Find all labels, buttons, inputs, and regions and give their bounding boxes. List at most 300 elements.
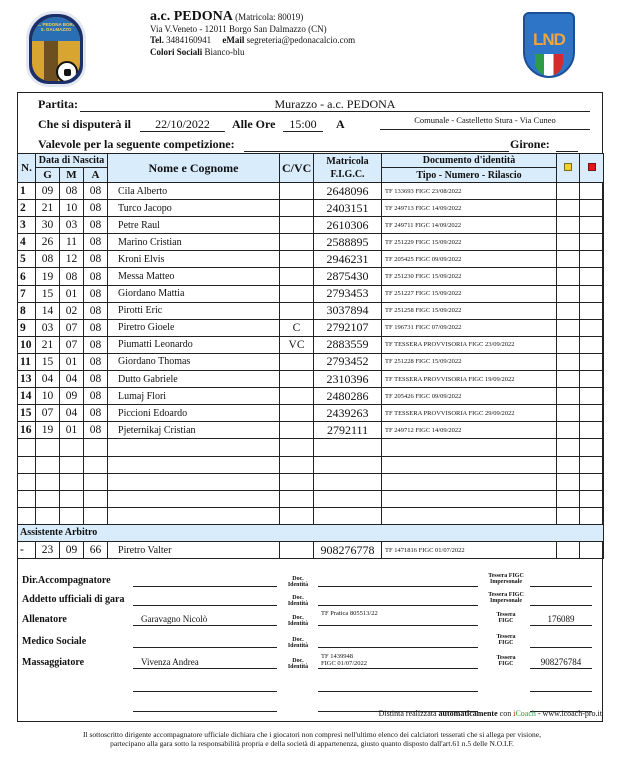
venue-field[interactable]: Comunale - Castelletto Stura - Via Cuneo bbox=[380, 115, 590, 130]
red-card-cell[interactable] bbox=[580, 183, 604, 200]
yellow-card-cell[interactable] bbox=[557, 405, 580, 422]
player-row bbox=[18, 234, 604, 251]
red-card-cell[interactable] bbox=[580, 285, 604, 302]
player-matricola bbox=[314, 473, 382, 490]
player-number bbox=[18, 490, 36, 507]
birth-day bbox=[36, 456, 60, 473]
yellow-card-cell[interactable] bbox=[557, 217, 580, 234]
birth-day: 19 bbox=[36, 268, 60, 285]
yellow-card-cell[interactable] bbox=[557, 456, 580, 473]
player-row bbox=[18, 405, 604, 422]
player-name: Cila Alberto bbox=[108, 183, 280, 200]
player-matricola: 2792107 bbox=[314, 319, 382, 336]
player-row bbox=[18, 183, 604, 200]
player-name: Piumatti Leonardo bbox=[108, 336, 280, 353]
birth-month: 08 bbox=[60, 268, 84, 285]
extra-tessera-field[interactable] bbox=[530, 680, 592, 692]
col-red-card bbox=[580, 154, 604, 183]
extra-doc-field[interactable] bbox=[318, 680, 478, 692]
player-matricola: 2610306 bbox=[314, 217, 382, 234]
captain-flag bbox=[280, 268, 314, 285]
competition-field[interactable] bbox=[244, 137, 509, 152]
player-name: Messa Matteo bbox=[108, 268, 280, 285]
venue-label: A bbox=[336, 117, 345, 131]
birth-day: 26 bbox=[36, 234, 60, 251]
yellow-card-cell[interactable] bbox=[557, 183, 580, 200]
birth-year: 08 bbox=[84, 336, 108, 353]
col-doc-sub: Tipo - Numero - Rilascio bbox=[382, 168, 557, 183]
player-number: 3 bbox=[18, 217, 36, 234]
partita-field[interactable]: Murazzo - a.c. PEDONA bbox=[80, 97, 590, 112]
yellow-card-cell[interactable] bbox=[557, 251, 580, 268]
yellow-card-cell[interactable] bbox=[557, 319, 580, 336]
staff-role: Medico Sociale bbox=[22, 636, 87, 647]
email-label: eMail bbox=[222, 35, 245, 46]
player-matricola: 2403151 bbox=[314, 200, 382, 217]
player-matricola: 2793453 bbox=[314, 285, 382, 302]
red-card-cell[interactable] bbox=[580, 473, 604, 490]
player-name bbox=[108, 490, 280, 507]
partita-label: Partita: bbox=[38, 97, 78, 111]
assistant-section-header: Assistente Arbitro bbox=[18, 524, 604, 541]
player-document: TF 251258 FIGC 15/09/2022 bbox=[382, 302, 557, 319]
player-row bbox=[18, 507, 604, 524]
birth-day: 08 bbox=[36, 251, 60, 268]
player-matricola: 2792111 bbox=[314, 422, 382, 439]
player-row bbox=[18, 490, 604, 507]
doc-identita-label: Doc. Identità bbox=[287, 576, 309, 588]
player-matricola: 3037894 bbox=[314, 302, 382, 319]
captain-flag bbox=[280, 388, 314, 405]
staff-name-field[interactable]: Vivenza Andrea bbox=[133, 657, 277, 669]
birth-year: 08 bbox=[84, 285, 108, 302]
player-name: Giordano Thomas bbox=[108, 353, 280, 370]
player-name: Pjeternikaj Cristian bbox=[108, 422, 280, 439]
birth-month: 04 bbox=[60, 405, 84, 422]
player-matricola bbox=[314, 490, 382, 507]
player-number bbox=[18, 439, 36, 456]
football-icon bbox=[56, 61, 78, 81]
player-name bbox=[108, 439, 280, 456]
player-number: 11 bbox=[18, 353, 36, 370]
birth-month bbox=[60, 490, 84, 507]
player-row bbox=[18, 473, 604, 490]
club-info bbox=[150, 11, 355, 58]
player-number: 8 bbox=[18, 302, 36, 319]
birth-day: 03 bbox=[36, 319, 60, 336]
player-name: Kroni Elvis bbox=[108, 251, 280, 268]
footer-declaration: Il sottoscritto dirigente accompagnatore ufficiale dichiara che i giocatori non compresi nell'ultimo elenco dei calciatori tesserati che si allega per visione, partecipano alla gara sotto la responsabilità propria e della società di appartenenza, giusto quanto disposto dall'art.61 n.5 delle N.O.I.F. bbox=[83, 730, 541, 748]
captain-flag bbox=[280, 183, 314, 200]
col-g: G bbox=[36, 168, 60, 183]
player-row bbox=[18, 371, 604, 388]
assistant-row: - 23 09 66 Piretro Valter 908276778 TF 1471816 FIGC 01/07/2022 bbox=[18, 541, 604, 558]
red-card-cell[interactable] bbox=[580, 234, 604, 251]
yellow-card-cell[interactable] bbox=[557, 388, 580, 405]
credit-line: Distinta realizzata automaticamente con iCoach - www.icoach-pro.it bbox=[378, 709, 602, 718]
time-label: Alle Ore bbox=[232, 117, 276, 131]
player-document: TF 249711 FIGC 14/09/2022 bbox=[382, 217, 557, 234]
tel-label: Tel. bbox=[150, 35, 164, 46]
red-card-cell[interactable] bbox=[580, 302, 604, 319]
col-n: N. bbox=[18, 154, 36, 183]
birth-year bbox=[84, 507, 108, 524]
captain-flag bbox=[280, 285, 314, 302]
col-cvc: C/VC bbox=[280, 154, 314, 183]
player-row bbox=[18, 200, 604, 217]
tessera-label: Tessera FIGC Impersonale bbox=[488, 592, 524, 604]
player-row bbox=[18, 439, 604, 456]
red-card-icon bbox=[588, 163, 596, 171]
birth-month: 04 bbox=[60, 371, 84, 388]
player-document: TF TESSERA PROVVISORIA FIGC 23/09/2022 bbox=[382, 336, 557, 353]
doc-identita-label: Doc. Identità bbox=[287, 595, 309, 607]
assistant-doc: TF 1471816 FIGC 01/07/2022 bbox=[382, 541, 557, 558]
staff-role: Allenatore bbox=[22, 614, 67, 625]
player-number bbox=[18, 473, 36, 490]
girone-label: Girone: bbox=[510, 137, 550, 151]
birth-year bbox=[84, 473, 108, 490]
col-a: A bbox=[84, 168, 108, 183]
birth-day: 15 bbox=[36, 353, 60, 370]
player-name: Turco Jacopo bbox=[108, 200, 280, 217]
yellow-card-cell[interactable] bbox=[557, 302, 580, 319]
club-matricola: (Matricola: 80019) bbox=[235, 12, 304, 22]
yellow-card-cell[interactable] bbox=[557, 507, 580, 524]
staff-role: Addetto ufficiali di gara bbox=[22, 594, 125, 605]
player-number: 6 bbox=[18, 268, 36, 285]
player-document: TF TESSERA PROVVISORIA FIGC 19/09/2022 bbox=[382, 371, 557, 388]
red-card-cell[interactable] bbox=[580, 490, 604, 507]
yellow-card-cell[interactable] bbox=[557, 353, 580, 370]
staff-name-field[interactable] bbox=[133, 594, 277, 606]
birth-day: 07 bbox=[36, 405, 60, 422]
extra-name-field[interactable] bbox=[133, 700, 277, 712]
yellow-card-cell[interactable] bbox=[557, 234, 580, 251]
birth-year: 08 bbox=[84, 353, 108, 370]
player-document bbox=[382, 507, 557, 524]
player-number: 15 bbox=[18, 405, 36, 422]
birth-day: 14 bbox=[36, 302, 60, 319]
birth-day: 15 bbox=[36, 285, 60, 302]
birth-year: 08 bbox=[84, 388, 108, 405]
player-matricola: 2588895 bbox=[314, 234, 382, 251]
col-doc: Documento d'identità bbox=[382, 154, 557, 168]
player-row bbox=[18, 353, 604, 370]
captain-flag bbox=[280, 405, 314, 422]
player-matricola bbox=[314, 456, 382, 473]
yellow-card-cell[interactable] bbox=[557, 439, 580, 456]
doc-identita-label: Doc. Identità bbox=[287, 615, 309, 627]
player-number: 16 bbox=[18, 422, 36, 439]
player-number: 2 bbox=[18, 200, 36, 217]
birth-year: 08 bbox=[84, 422, 108, 439]
yellow-card-cell[interactable] bbox=[557, 473, 580, 490]
birth-day: 10 bbox=[36, 388, 60, 405]
player-row bbox=[18, 285, 604, 302]
player-row bbox=[18, 268, 604, 285]
captain-flag bbox=[280, 456, 314, 473]
birth-month: 07 bbox=[60, 336, 84, 353]
staff-name-field[interactable]: Garavagno Nicolò bbox=[133, 614, 277, 626]
yellow-card-cell[interactable] bbox=[557, 285, 580, 302]
player-name bbox=[108, 507, 280, 524]
birth-month: 01 bbox=[60, 422, 84, 439]
player-matricola: 2439263 bbox=[314, 405, 382, 422]
club-logo-text: A.C. PEDONA BORGO S. DALMAZZO bbox=[32, 22, 80, 32]
birth-day: 30 bbox=[36, 217, 60, 234]
tessera-label: Tessera FIGC Impersonale bbox=[488, 573, 524, 585]
col-matricola: Matricola F.I.G.C. bbox=[314, 154, 382, 183]
player-name: Dutto Gabriele bbox=[108, 371, 280, 388]
player-row bbox=[18, 251, 604, 268]
birth-day: 04 bbox=[36, 371, 60, 388]
birth-day bbox=[36, 490, 60, 507]
birth-year: 08 bbox=[84, 371, 108, 388]
col-name: Nome e Cognome bbox=[108, 154, 280, 183]
captain-flag bbox=[280, 507, 314, 524]
yellow-card-icon bbox=[564, 163, 572, 171]
staff-tessera-field[interactable] bbox=[530, 594, 592, 606]
club-logo bbox=[26, 11, 86, 87]
player-name: Marino Cristian bbox=[108, 234, 280, 251]
player-name: Pirotti Eric bbox=[108, 302, 280, 319]
time-field[interactable]: 15:00 bbox=[283, 117, 323, 132]
player-matricola: 2480286 bbox=[314, 388, 382, 405]
red-card-cell[interactable] bbox=[580, 319, 604, 336]
col-yellow-card bbox=[557, 154, 580, 183]
birth-month bbox=[60, 507, 84, 524]
birth-year: 08 bbox=[84, 217, 108, 234]
red-card-cell[interactable] bbox=[580, 422, 604, 439]
yellow-card-cell[interactable] bbox=[557, 336, 580, 353]
player-document: TF 251228 FIGC 15/09/2022 bbox=[382, 353, 557, 370]
players-table bbox=[17, 153, 604, 559]
staff-doc-field[interactable]: TF 1439948 FIGC 01/07/2022 bbox=[318, 653, 478, 669]
birth-day bbox=[36, 439, 60, 456]
player-document bbox=[382, 490, 557, 507]
birth-month: 10 bbox=[60, 200, 84, 217]
player-number: 7 bbox=[18, 285, 36, 302]
staff-tessera-field[interactable] bbox=[530, 575, 592, 587]
birth-year: 08 bbox=[84, 405, 108, 422]
captain-flag bbox=[280, 439, 314, 456]
red-card-cell[interactable] bbox=[580, 439, 604, 456]
yellow-card-cell[interactable] bbox=[557, 422, 580, 439]
assistant-name: Piretro Valter bbox=[108, 541, 280, 558]
yellow-card-cell[interactable] bbox=[557, 371, 580, 388]
player-number: 4 bbox=[18, 234, 36, 251]
staff-tessera-field[interactable] bbox=[530, 636, 592, 648]
player-name: Piretro Gioele bbox=[108, 319, 280, 336]
col-birth: Data di Nascita bbox=[36, 154, 108, 168]
club-address: Via V.Veneto - 12011 Borgo San Dalmazzo (CN) bbox=[150, 23, 327, 34]
player-number: 13 bbox=[18, 371, 36, 388]
date-field[interactable]: 22/10/2022 bbox=[140, 117, 225, 132]
birth-month bbox=[60, 439, 84, 456]
birth-month bbox=[60, 473, 84, 490]
player-document bbox=[382, 439, 557, 456]
player-matricola: 2648096 bbox=[314, 183, 382, 200]
tessera-label: Tessera FIGC bbox=[496, 612, 516, 624]
birth-month: 09 bbox=[60, 388, 84, 405]
birth-year: 08 bbox=[84, 268, 108, 285]
staff-doc-field[interactable] bbox=[318, 571, 478, 587]
player-number: 9 bbox=[18, 319, 36, 336]
player-number: 1 bbox=[18, 183, 36, 200]
player-document: TF 196731 FIGC 07/09/2022 bbox=[382, 319, 557, 336]
birth-month: 08 bbox=[60, 183, 84, 200]
player-row bbox=[18, 422, 604, 439]
staff-tessera-field[interactable]: 908276784 bbox=[530, 657, 592, 669]
birth-year: 08 bbox=[84, 183, 108, 200]
extra-name-field[interactable] bbox=[133, 680, 277, 692]
player-matricola: 2875430 bbox=[314, 268, 382, 285]
colors-label: Colori Sociali bbox=[150, 46, 203, 57]
player-name bbox=[108, 456, 280, 473]
captain-flag bbox=[280, 234, 314, 251]
assistant-matricola: 908276778 bbox=[314, 541, 382, 558]
player-document: TF 251227 FIGC 15/09/2022 bbox=[382, 285, 557, 302]
player-number: 5 bbox=[18, 251, 36, 268]
captain-flag bbox=[280, 371, 314, 388]
lnd-logo-text: LND bbox=[533, 30, 565, 49]
player-number bbox=[18, 507, 36, 524]
staff-role: Dir.Accompagnatore bbox=[22, 575, 111, 586]
player-matricola: 2793452 bbox=[314, 353, 382, 370]
doc-identita-label: Doc. Identità bbox=[287, 637, 309, 649]
captain-flag bbox=[280, 490, 314, 507]
captain-flag bbox=[280, 422, 314, 439]
tessera-label: Tessera FIGC bbox=[496, 634, 516, 646]
staff-name-field[interactable] bbox=[133, 575, 277, 587]
captain-flag bbox=[280, 217, 314, 234]
player-row bbox=[18, 319, 604, 336]
lnd-logo bbox=[523, 12, 575, 78]
red-card-cell[interactable] bbox=[580, 456, 604, 473]
player-document: TF 251230 FIGC 15/09/2022 bbox=[382, 268, 557, 285]
birth-day bbox=[36, 507, 60, 524]
player-document: TF 251229 FIGC 15/09/2022 bbox=[382, 234, 557, 251]
club-name: a.c. PEDONA bbox=[150, 9, 233, 24]
birth-month: 11 bbox=[60, 234, 84, 251]
competition-label: Valevole per la seguente competizione: bbox=[38, 137, 235, 151]
player-matricola: 2310396 bbox=[314, 371, 382, 388]
captain-flag bbox=[280, 353, 314, 370]
birth-month: 01 bbox=[60, 285, 84, 302]
birth-month bbox=[60, 456, 84, 473]
captain-flag bbox=[280, 251, 314, 268]
staff-role: Massaggiatore bbox=[22, 657, 85, 668]
player-row bbox=[18, 456, 604, 473]
birth-day: 09 bbox=[36, 183, 60, 200]
player-row bbox=[18, 217, 604, 234]
captain-flag: VC bbox=[280, 336, 314, 353]
col-m: M bbox=[60, 168, 84, 183]
tessera-label: Tessera FIGC bbox=[496, 655, 516, 667]
staff-name-field[interactable] bbox=[133, 636, 277, 648]
staff-tessera-field[interactable]: 176089 bbox=[530, 614, 592, 626]
birth-day: 21 bbox=[36, 200, 60, 217]
player-number: 10 bbox=[18, 336, 36, 353]
red-card-cell[interactable] bbox=[580, 251, 604, 268]
player-document: TF 205426 FIGC 09/09/2022 bbox=[382, 388, 557, 405]
date-label: Che si disputerà il bbox=[38, 117, 132, 131]
red-card-cell[interactable] bbox=[580, 388, 604, 405]
player-document bbox=[382, 456, 557, 473]
birth-day: 19 bbox=[36, 422, 60, 439]
player-name: Petre Raul bbox=[108, 217, 280, 234]
player-document bbox=[382, 473, 557, 490]
player-row bbox=[18, 388, 604, 405]
red-card-cell[interactable] bbox=[580, 200, 604, 217]
birth-year: 08 bbox=[84, 251, 108, 268]
club-colors: Bianco-blu bbox=[204, 46, 245, 57]
staff-doc-field[interactable] bbox=[318, 590, 478, 606]
player-row bbox=[18, 336, 604, 353]
girone-field[interactable] bbox=[556, 137, 578, 152]
birth-year bbox=[84, 439, 108, 456]
player-document: TF 133693 FIGC 23/08/2022 bbox=[382, 183, 557, 200]
club-tel: 3484160941 bbox=[166, 35, 212, 46]
birth-year bbox=[84, 490, 108, 507]
italian-flag-icon bbox=[535, 54, 563, 76]
player-matricola: 2883559 bbox=[314, 336, 382, 353]
red-card-cell[interactable] bbox=[580, 268, 604, 285]
red-card-cell[interactable] bbox=[580, 353, 604, 370]
player-row bbox=[18, 302, 604, 319]
player-name: Giordano Mattia bbox=[108, 285, 280, 302]
birth-month: 01 bbox=[60, 353, 84, 370]
birth-month: 02 bbox=[60, 302, 84, 319]
player-matricola bbox=[314, 507, 382, 524]
birth-month: 12 bbox=[60, 251, 84, 268]
red-card-cell[interactable] bbox=[580, 507, 604, 524]
doc-identita-label: Doc. Identità bbox=[287, 658, 309, 670]
player-number: 14 bbox=[18, 388, 36, 405]
yellow-card-cell[interactable] bbox=[557, 490, 580, 507]
birth-year: 08 bbox=[84, 200, 108, 217]
player-name: Lumaj Flori bbox=[108, 388, 280, 405]
club-email: segreteria@pedonacalcio.com bbox=[246, 35, 356, 46]
birth-month: 03 bbox=[60, 217, 84, 234]
captain-flag bbox=[280, 302, 314, 319]
birth-year: 08 bbox=[84, 302, 108, 319]
player-name bbox=[108, 473, 280, 490]
player-matricola: 2946231 bbox=[314, 251, 382, 268]
player-document: TF 249712 FIGC 14/09/2022 bbox=[382, 422, 557, 439]
player-name: Piccioni Edoardo bbox=[108, 405, 280, 422]
birth-month: 07 bbox=[60, 319, 84, 336]
red-card-cell[interactable] bbox=[580, 371, 604, 388]
birth-year: 08 bbox=[84, 234, 108, 251]
birth-year: 08 bbox=[84, 319, 108, 336]
red-card-cell[interactable] bbox=[580, 336, 604, 353]
red-card-cell[interactable] bbox=[580, 405, 604, 422]
yellow-card-cell[interactable] bbox=[557, 268, 580, 285]
player-matricola bbox=[314, 439, 382, 456]
birth-day: 21 bbox=[36, 336, 60, 353]
yellow-card-cell[interactable] bbox=[557, 200, 580, 217]
player-number bbox=[18, 456, 36, 473]
staff-doc-field[interactable]: TF Pratica 805513/22 bbox=[318, 610, 478, 626]
red-card-cell[interactable] bbox=[580, 217, 604, 234]
player-document: TF 249713 FIGC 14/09/2022 bbox=[382, 200, 557, 217]
captain-flag bbox=[280, 200, 314, 217]
birth-year bbox=[84, 456, 108, 473]
player-document: TF TESSERA PROVVISORIA FIGC 29/09/2022 bbox=[382, 405, 557, 422]
staff-doc-field[interactable] bbox=[318, 632, 478, 648]
